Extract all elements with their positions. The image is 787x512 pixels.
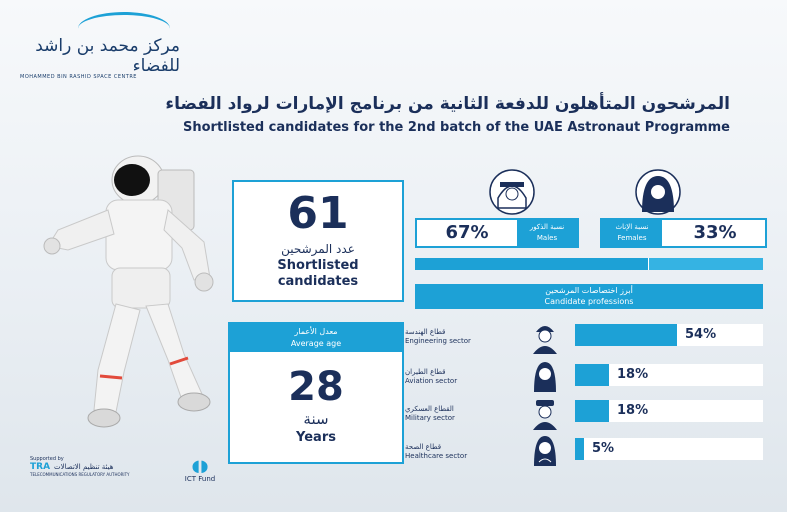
astronaut-illustration (28, 150, 228, 450)
shortlisted-card (232, 180, 404, 302)
ict-mark-icon: ◖◗ (191, 456, 209, 475)
males-label-arabic: نسبة الذكور (529, 223, 565, 231)
average-age-header-english: Average age (290, 339, 342, 348)
supported-by-label: Supported by (30, 456, 64, 462)
profession-bar-fill (575, 438, 584, 460)
females-label-english: Females (617, 234, 647, 242)
tra-arabic: هيئة تنظيم الاتصالات (54, 463, 114, 471)
average-age-header-arabic: معدل الأعمار (294, 327, 338, 336)
professions-header (415, 284, 763, 309)
aviation-icon (530, 358, 560, 392)
males-label (517, 220, 577, 248)
title-english: Shortlisted candidates for the 2nd batch of the UAE Astronaut Programme (183, 120, 730, 135)
male-icon (482, 168, 542, 216)
profession-label-arabic: قطاع الطيران (405, 368, 446, 376)
gender-ratio-female-segment (649, 258, 763, 270)
shortlisted-label-line2: candidates (277, 274, 359, 289)
title-arabic: المرشحون المتأهلون للدفعة الثانية من برنامج الإمارات لرواد الفضاء (165, 94, 730, 114)
shortlisted-count: 61 (287, 188, 349, 239)
profession-label-arabic: القطاع العسكري (405, 405, 454, 413)
average-age-unit-arabic: سنة (303, 410, 329, 428)
tra-logo (30, 456, 150, 477)
profession-bar-fill (575, 364, 609, 386)
ict-fund-logo (170, 456, 230, 483)
profession-percentage: 18% (617, 367, 649, 382)
gender-ratio-divider (648, 258, 649, 270)
profession-label (405, 443, 515, 461)
average-age-value: 28 (288, 364, 344, 410)
males-label-english: Males (536, 234, 558, 242)
shortlisted-label-arabic: عدد المرشحين (281, 242, 355, 256)
logo-arabic: مركز محمد بن راشد للفضاء (35, 36, 180, 76)
profession-label-english: Military sector (405, 414, 455, 422)
profession-label-english: Healthcare sector (405, 452, 468, 460)
profession-label (405, 405, 515, 423)
logo-english: MOHAMMED BIN RASHID SPACE CENTRE (20, 74, 137, 80)
profession-label-arabic: قطاع الصحة (405, 443, 442, 451)
engineer-icon (530, 320, 560, 354)
ict-fund-name: ICT Fund (184, 475, 216, 483)
males-percentage: 67% (445, 222, 489, 243)
profession-bar-fill (575, 400, 609, 422)
tra-english: TELECOMMUNICATIONS REGULATORY AUTHORITY (30, 472, 130, 477)
military-icon (530, 396, 560, 430)
female-icon (628, 168, 688, 216)
tra-short: TRA (30, 462, 51, 472)
profession-label-english: Aviation sector (405, 377, 458, 385)
profession-bar-fill (575, 324, 677, 346)
profession-label (405, 368, 515, 386)
healthcare-icon (530, 432, 560, 466)
profession-label-english: Engineering sector (405, 337, 471, 345)
females-label (602, 220, 662, 248)
females-percentage: 33% (693, 222, 737, 243)
professions-header-english: Candidate professions (544, 297, 634, 306)
professions-header-arabic: أبرز اختصاصات المرشحين (545, 286, 633, 295)
profession-percentage: 5% (592, 441, 615, 456)
shortlisted-label-line1: Shortlisted (277, 258, 359, 273)
males-box (415, 218, 579, 248)
profession-label-arabic: قطاع الهندسة (405, 328, 446, 336)
shortlisted-label-english (234, 258, 402, 290)
females-label-arabic: نسبة الإناث (615, 223, 649, 231)
average-age-unit-english: Years (296, 430, 336, 445)
profession-label (405, 328, 515, 346)
profession-percentage: 54% (685, 327, 717, 342)
females-box (600, 218, 767, 248)
average-age-card (228, 322, 404, 464)
average-age-header (230, 324, 402, 352)
profession-percentage: 18% (617, 403, 649, 418)
